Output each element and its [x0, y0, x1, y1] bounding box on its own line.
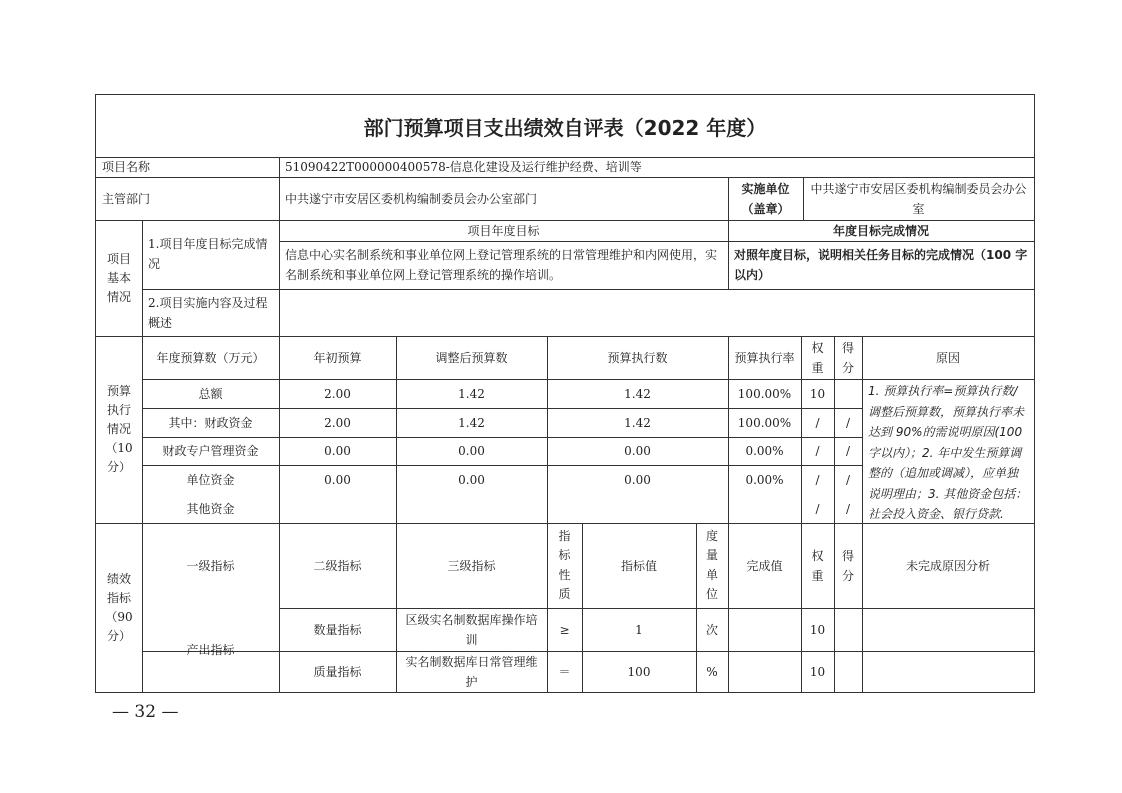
perf-row-weight: 10 — [809, 664, 826, 679]
budget-row-weight: / — [815, 415, 820, 430]
budget-row-adjusted — [396, 494, 547, 523]
budget-row-executed: 1.42 — [624, 415, 651, 430]
budget-header-reason: 原因 — [935, 350, 960, 365]
perf-row-value: 100 — [627, 664, 651, 679]
page-number: — 32 — — [112, 702, 179, 722]
perf-row-nature: ＝ — [558, 664, 571, 679]
budget-row-executed: 1.42 — [624, 386, 651, 401]
perf-row-unit: % — [706, 664, 718, 679]
header-goal-completion: 年度目标完成情况 — [832, 223, 929, 238]
budget-header-score: 得分 — [841, 340, 854, 375]
project-name-label: 项目名称 — [102, 160, 151, 174]
dept-label: 主管部门 — [102, 191, 151, 206]
budget-row-rate: 100.00% — [737, 415, 792, 430]
budget-row-weight: 10 — [809, 386, 826, 401]
budget-row-initial: 2.00 — [324, 415, 351, 430]
budget-row-score: / — [845, 501, 851, 516]
perf-row-reason — [862, 651, 1034, 692]
budget-row-initial — [279, 494, 396, 523]
budget-row-name: 其中：财政资金 — [168, 415, 253, 430]
perf-header-value: 指标值 — [620, 558, 657, 573]
perf-header-level3: 三级指标 — [447, 558, 496, 573]
perf-row-score — [834, 651, 862, 692]
budget-header-initial: 年初预算 — [313, 350, 362, 365]
dept-value: 中共遂宁市安居区委机构编制委员会办公室部门 — [285, 191, 538, 206]
budget-row-executed: 0.00 — [624, 472, 651, 487]
budget-row-score — [834, 379, 862, 408]
budget-row-name: 单位资金 — [186, 472, 235, 487]
perf-row-weight: 10 — [809, 622, 826, 637]
budget-row-score: / — [845, 472, 851, 487]
perf-header-reason: 未完成原因分析 — [905, 558, 990, 573]
budget-header-executed: 预算执行数 — [607, 350, 668, 365]
perf-header-nature: 指标性质 — [558, 528, 571, 601]
budget-row-initial: 0.00 — [324, 444, 351, 458]
perf-row-unit: 次 — [705, 622, 718, 637]
budget-row-score: / — [845, 444, 851, 458]
perf-header-unit: 度量单位 — [706, 528, 719, 601]
perf-row-level2: 数量指标 — [313, 622, 362, 637]
budget-header-rate: 预算执行率 — [734, 350, 795, 365]
impl-value: 中共遂宁市安居区委机构编制委员会办公室 — [810, 181, 1027, 216]
perf-row-level3: 实名制数据库日常管理维护 — [405, 654, 538, 689]
budget-header-adjusted: 调整后预算数 — [435, 350, 508, 365]
budget-row-rate: 0.00% — [745, 444, 784, 458]
budget-row-weight: / — [815, 444, 820, 458]
budget-row-weight: / — [815, 501, 820, 516]
budget-row-executed: 0.00 — [624, 444, 651, 458]
budget-row-initial: 2.00 — [324, 386, 351, 401]
budget-row-rate: 100.00% — [737, 386, 792, 401]
goal-completion-text: 对照年度目标，说明相关任务目标的完成情况（100 字以内） — [734, 248, 1028, 282]
perf-row-done — [728, 608, 801, 651]
perf-row-score — [834, 608, 862, 651]
budget-header-weight: 权重 — [811, 340, 824, 375]
table-title: 部门预算项目支出绩效自评表（2022 年度） — [363, 115, 767, 140]
basic-info-group-label: 项目基本情况 — [106, 251, 131, 304]
budget-row-adjusted: 1.42 — [458, 386, 485, 401]
budget-row-weight: / — [815, 472, 820, 487]
perf-header-level2: 二级指标 — [313, 558, 362, 573]
annual-goal-text: 信息中心实名制系统和事业单位网上登记管理系统的日常管理维护和内网使用，实名制系统和事业单位网上登记管理系统的操作培训。 — [285, 248, 718, 282]
perf-header-level1: 一级指标 — [186, 558, 235, 573]
perf-header-score: 得分 — [841, 548, 854, 583]
budget-note: 1. 预算执行率=预算执行数/调整后预算数，预算执行率未达到 90%的需说明原因(100 字以内）；2. 年中发生预算调整的（追加或调减），应单独说明理由；3. 其他资金包括：社会投入资金、银行贷款. — [868, 384, 1028, 521]
budget-row-executed — [547, 494, 728, 523]
perf-row-nature: ≥ — [559, 622, 570, 637]
header-annual-goal: 项目年度目标 — [467, 223, 540, 238]
perf-level1-output: 产出指标 — [186, 643, 235, 657]
budget-row-name: 财政专户管理资金 — [162, 444, 259, 458]
perf-row-value: 1 — [635, 622, 643, 637]
perf-row-level3: 区级实名制数据库操作培训 — [405, 612, 538, 647]
budget-row-adjusted: 0.00 — [458, 472, 485, 487]
perf-group-label: 绩效指标（90分） — [105, 571, 133, 643]
perf-row-level2: 质量指标 — [313, 664, 362, 679]
budget-row-rate — [728, 494, 801, 523]
impl-label: 实施单位（盖章） — [741, 181, 790, 216]
perf-row-reason — [862, 608, 1034, 651]
budget-row-initial: 0.00 — [324, 472, 351, 487]
perf-row-done — [728, 651, 801, 692]
budget-row-rate: 0.00% — [745, 472, 784, 487]
process-summary-label: 2.项目实施内容及过程概述 — [148, 295, 268, 330]
perf-header-weight: 权重 — [811, 548, 824, 583]
self-evaluation-table — [95, 94, 1035, 693]
budget-row-name: 其他资金 — [186, 501, 235, 516]
budget-row-adjusted: 0.00 — [458, 444, 485, 458]
budget-group-label: 预算执行情况（10分） — [105, 384, 133, 474]
budget-row-name: 总额 — [198, 386, 223, 401]
budget-row-score: / — [845, 415, 851, 430]
project-name-value: 51090422T000000400578-信息化建设及运行维护经费、培训等 — [285, 160, 642, 174]
budget-row-adjusted: 1.42 — [458, 415, 485, 430]
goal-completion-label: 1.项目年度目标完成情况 — [148, 237, 268, 271]
budget-header-annual: 年度预算数（万元） — [156, 350, 265, 365]
perf-header-done: 完成值 — [746, 558, 783, 573]
